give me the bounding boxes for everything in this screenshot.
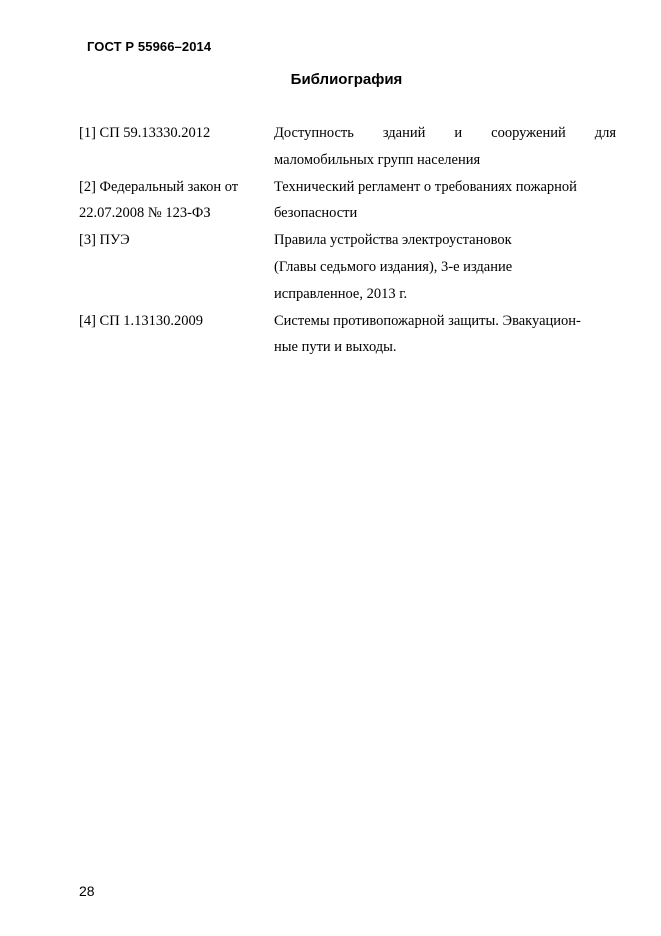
bibliography-entry-4 [79,308,616,362]
entry-description [274,120,616,174]
entry-reference [79,227,274,307]
reference-line: [1] СП 59.13330.2012 [79,125,211,141]
reference-line: [4] СП 1.13130.2009 [79,312,204,329]
entry-reference [79,174,274,228]
bibliography-entry-2 [79,174,616,228]
description-line: Системы противопожарной защиты. Эвакуацион- [274,312,581,329]
page-number: 28 [79,883,95,899]
description-line: маломобильных групп населения [274,151,481,168]
reference-line: [2] Федеральный закон от [79,178,239,195]
description-line: Доступность зданий и сооружений для [274,125,616,141]
bibliography-list [79,120,616,361]
entry-reference [79,120,274,174]
description-line: безопасности [274,205,358,222]
reference-line: [3] ПУЭ [79,232,130,249]
bibliography-entry-1 [79,120,616,174]
reference-line: 22.07.2008 № 123-ФЗ [79,205,211,222]
description-line: (Главы седьмого издания), 3-е издание [274,258,513,275]
description-line: исправленное, 2013 г. [274,285,408,302]
description-line: Правила устройства электроустановок [274,232,512,249]
description-line: Технический регламент о требованиях пожарной [274,178,577,195]
entry-description [274,227,616,307]
entry-description [274,174,616,228]
page-title: Библиография [290,71,403,88]
entry-description [274,308,616,362]
document-code: ГОСТ Р 55966–2014 [87,39,212,54]
entry-reference [79,308,274,362]
bibliography-entry-3 [79,227,616,307]
description-line: ные пути и выходы. [274,339,397,356]
